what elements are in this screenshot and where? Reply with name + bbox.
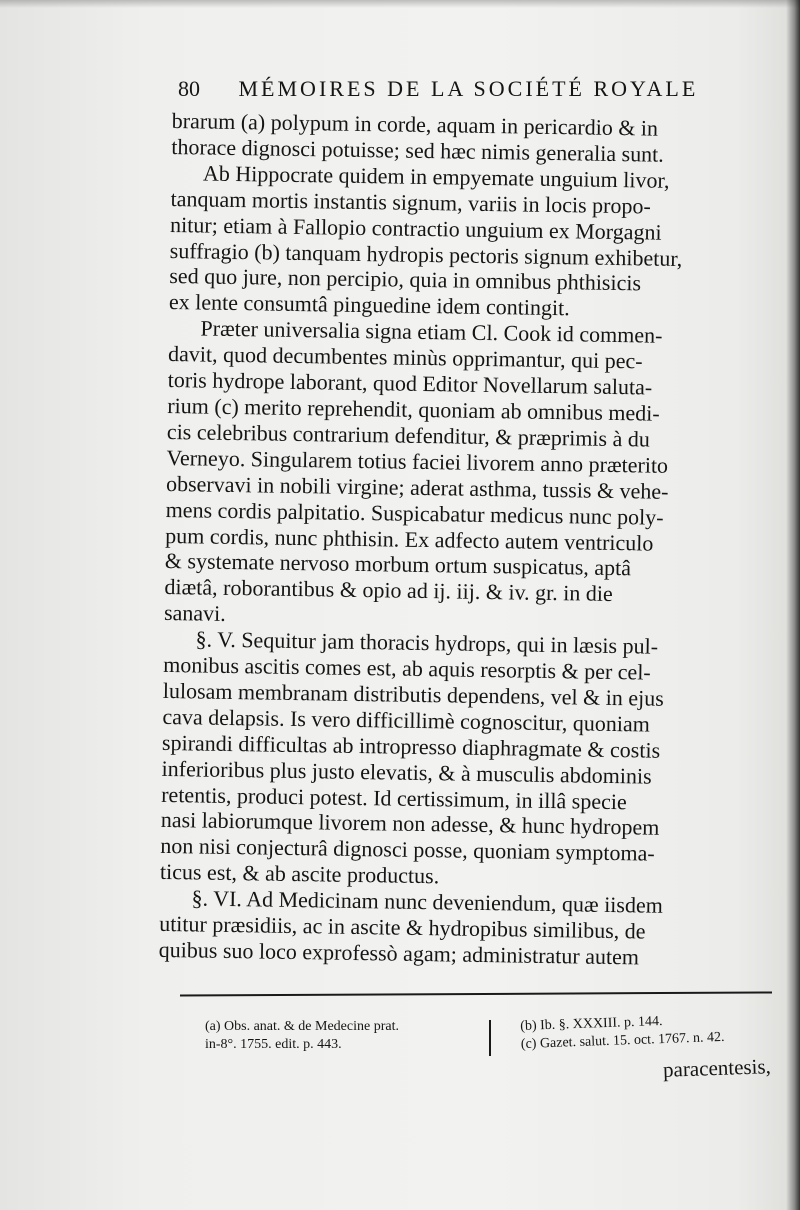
text-line: cava delapsis. Is vero difficillimè cognoscitur, quoniam xyxy=(162,703,651,737)
text-line: ticus est, & ab ascite productus. xyxy=(159,859,440,889)
text-line: sed quo jure, non percipio, quia in omnibus phthisicis xyxy=(169,263,642,296)
text-line: thorace dignosci potuisse; sed hæc nimis generalia sunt. xyxy=(171,133,665,167)
text-line: observavi in nobili virgine; aderat asthma, tussis & vehe- xyxy=(165,470,669,504)
running-header xyxy=(178,76,738,102)
text-line: utitur præsidiis, ac in ascite & hydropibus similibus, de xyxy=(158,910,646,944)
running-title: MÉMOIRES DE LA SOCIÉTÉ ROYALE xyxy=(238,76,699,101)
text-line: spirandi difficultas ab intropresso diaphragmate & costis xyxy=(161,729,661,763)
text-line: davit, quod decumbentes minùs opprimantur, qui pec- xyxy=(167,341,643,374)
text-line: pum cordis, nunc phthisin. Ex adfecto autem ventriculo xyxy=(165,522,654,556)
footnote-rule xyxy=(180,991,772,996)
text-line: Ab Hippocrate quidem in empyemate unguium livor, xyxy=(202,160,670,193)
footnote-c: (c) Gazet. salut. 15. oct. 1767. n. 42. xyxy=(520,1029,725,1052)
text-line: suffragio (b) tanquam hydropis pectoris signum exhibetur, xyxy=(169,237,683,271)
body-text xyxy=(159,108,762,972)
text-line: §. V. Sequitur jam thoracis hydrops, qui in læsis pul- xyxy=(195,626,659,659)
text-line: rium (c) merito reprehendit, quoniam ab omnibus medi- xyxy=(167,392,660,426)
text-line: quibus suo loco exprofessò agam; administratur autem xyxy=(158,936,640,970)
catchword: paracentesis, xyxy=(662,1054,772,1082)
footnote-divider xyxy=(489,1020,491,1056)
text-line: non nisi conjecturâ dignosci posse, quoniam symptoma- xyxy=(160,833,655,867)
text-line: & systemate nervoso morbum ortum suspicatus, aptâ xyxy=(164,548,632,581)
text-line: Verneyo. Singularem totius faciei livorem anno præterito xyxy=(166,444,669,478)
text-line: toris hydrope laborant, quod Editor Novellarum saluta- xyxy=(167,367,653,400)
footnotes-left xyxy=(205,1018,399,1054)
text-line: Præter universalia signa etiam Cl. Cook id commen- xyxy=(200,315,663,348)
page-binding-shadow xyxy=(786,0,800,1210)
text-line: tanquam mortis instantis signum, variis in locis propo- xyxy=(170,185,652,219)
text-line: inferioribus plus justo elevatis, & à musculis abdominis xyxy=(161,755,652,789)
text-line: mens cordis palpitatio. Suspicabatur medicus nunc poly- xyxy=(165,496,664,530)
page-top-shadow xyxy=(0,0,800,8)
text-line: retentis, produci potest. Id certissimum, in illâ specie xyxy=(161,781,627,814)
footnote-a-line-2: in-8°. 1755. edit. p. 443. xyxy=(205,1037,342,1052)
footnote-b: (b) Ib. §. XXXIII. p. 144. xyxy=(520,1014,663,1034)
text-line: nasi labiorumque livorem non adesse, & hunc hydropem xyxy=(160,807,660,841)
text-line: nitur; etiam à Fallopio contractio unguium ex Morgagni xyxy=(169,211,662,245)
text-line: diætâ, roborantibus & opio ad ij. iij. & iv. gr. in die xyxy=(164,574,613,607)
text-line: monibus ascitis comes est, ab aquis resorptis & per cel- xyxy=(163,651,651,685)
text-line: cis celebribus contrarium defenditur, & præprimis à du xyxy=(166,418,651,452)
text-line: §. VI. Ad Medicinam nunc deveniendum, quæ iisdem xyxy=(191,885,664,918)
footnote-a-line-1: (a) Obs. anat. & de Medecine prat. xyxy=(205,1019,399,1034)
text-line: ex lente consumtâ pinguedine idem contingit. xyxy=(168,289,570,321)
text-line: sanavi. xyxy=(163,600,226,627)
text-line: lulosam membranam distributis dependens, vel & in ejus xyxy=(162,677,665,711)
text-line: brarum (a) polypum in corde, aquam in pericardio & in xyxy=(171,108,659,141)
page-number: 80 xyxy=(178,76,200,101)
footnotes-right xyxy=(520,1011,725,1054)
